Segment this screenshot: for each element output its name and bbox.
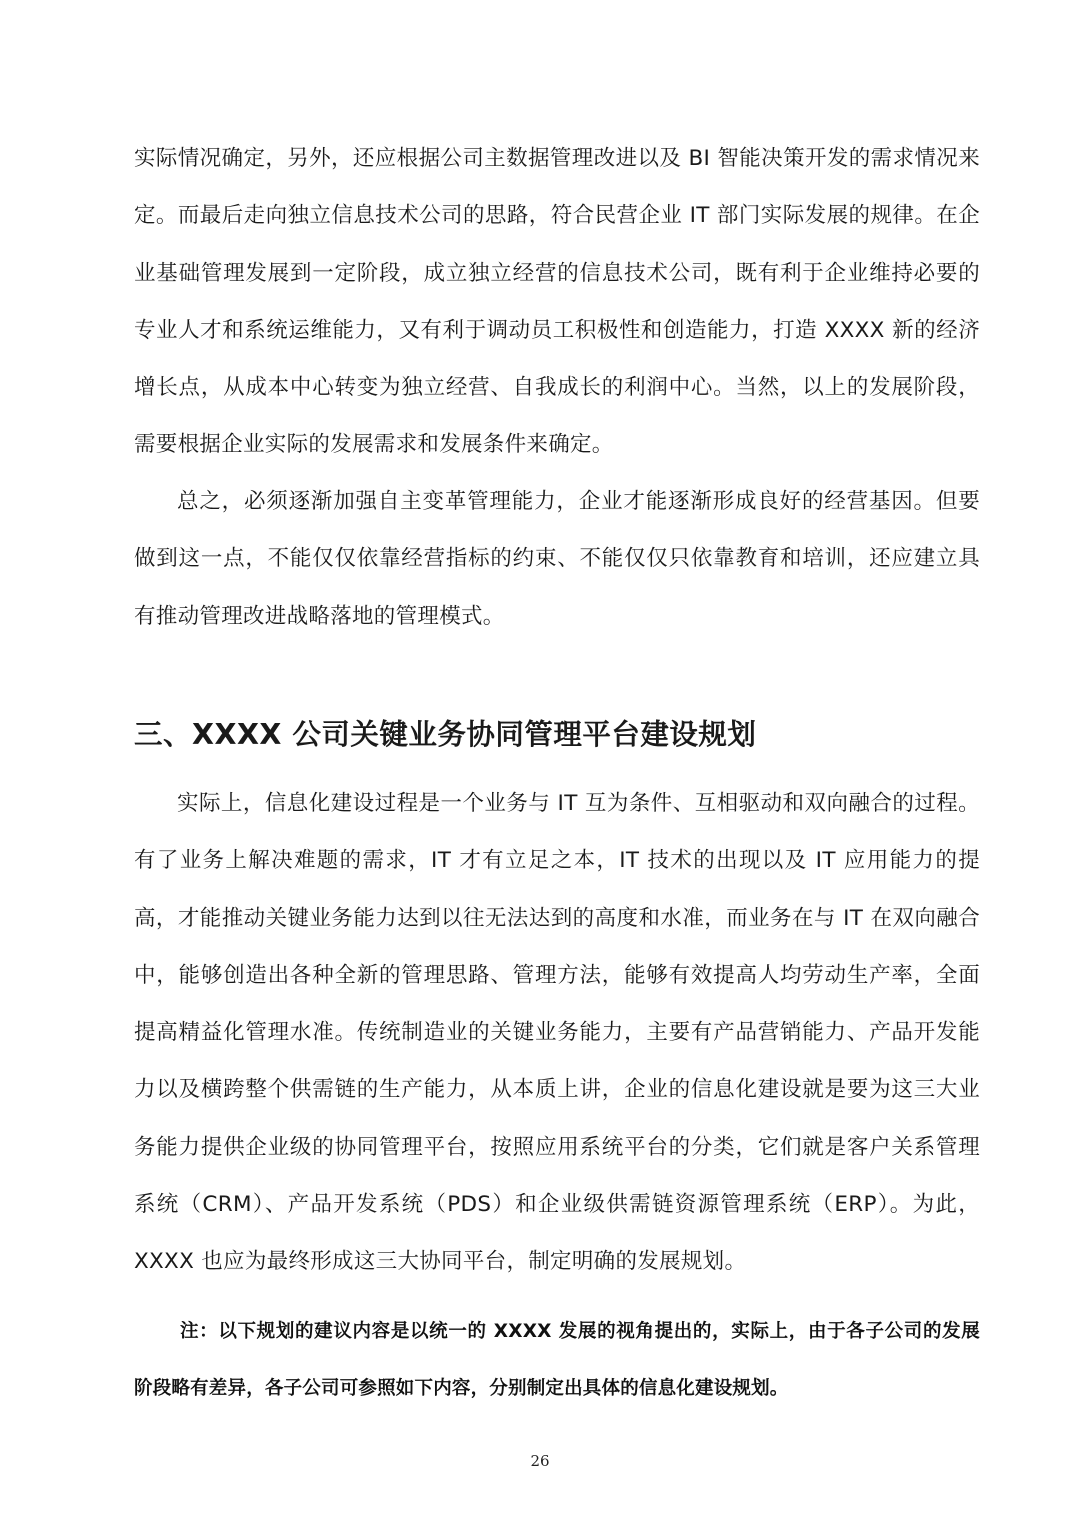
paragraph-text: 实际上，信息化建设过程是一个业务与 IT 互为条件、互相驱动和双向融合的过程。有了业务上解决难题的需求，IT 才有立足之本，IT 技术的出现以及 IT 应用能力的提高，才能推动关键业务能力达到以往无法达到的高度和水准，而业务在与 IT 在双向融合中，能够创造出各种全新的管理思路、管理方法，能够有效提高人均劳动生产率，全面提高精益化管理水准。传统制造业的关键业务能力，主要有产品营销能力、产品开发能力以及横跨整个供需链的生产能力，从本质上讲，企业的信息化建设就是要为这三大业务能力提供企业级的协同管理平台，按照应用系统平台的分类，它们就是客户关系管理系统（CRM）、产品开发系统（PDS）和企业级供需链资源管理系统（ERP）。为此，XXXX 也应为最终形成这三大协同平台，制定明确的发展规划。	[134, 791, 980, 1275]
body-paragraph-summary	[134, 473, 980, 645]
section-heading: 三、XXXX 公司关键业务协同管理平台建设规划	[134, 718, 757, 751]
page-number: 26	[530, 1452, 550, 1470]
section-body-paragraph	[134, 775, 980, 1291]
paragraph-text: 实际情况确定，另外，还应根据公司主数据管理改进以及 BI 智能决策开发的需求情况来定。而最后走向独立信息技术公司的思路，符合民营企业 IT 部门实际发展的规律。在企业基础管理发展到一定阶段，成立独立经营的信息技术公司，既有利于企业维持必要的专业人才和系统运维能力，又有利于调动员工积极性和创造能力，打造 XXXX 新的经济增长点，从成本中心转变为独立经营、自我成长的利润中心。当然，以上的发展阶段，需要根据企业实际的发展需求和发展条件来确定。	[134, 146, 980, 458]
paragraph-text: 总之，必须逐渐加强自主变革管理能力，企业才能逐渐形成良好的经营基因。但要做到这一点，不能仅仅依靠经营指标的约束、不能仅仅只依靠教育和培训，还应建立具有推动管理改进战略落地的管理模式。	[134, 489, 980, 629]
note-paragraph: 注：以下规划的建议内容是以统一的 XXXX 发展的视角提出的，实际上，由于各子公司的发展阶段略有差异，各子公司可参照如下内容，分别制定出具体的信息化建设规划。	[134, 1320, 980, 1399]
body-paragraph-continued	[134, 130, 980, 474]
